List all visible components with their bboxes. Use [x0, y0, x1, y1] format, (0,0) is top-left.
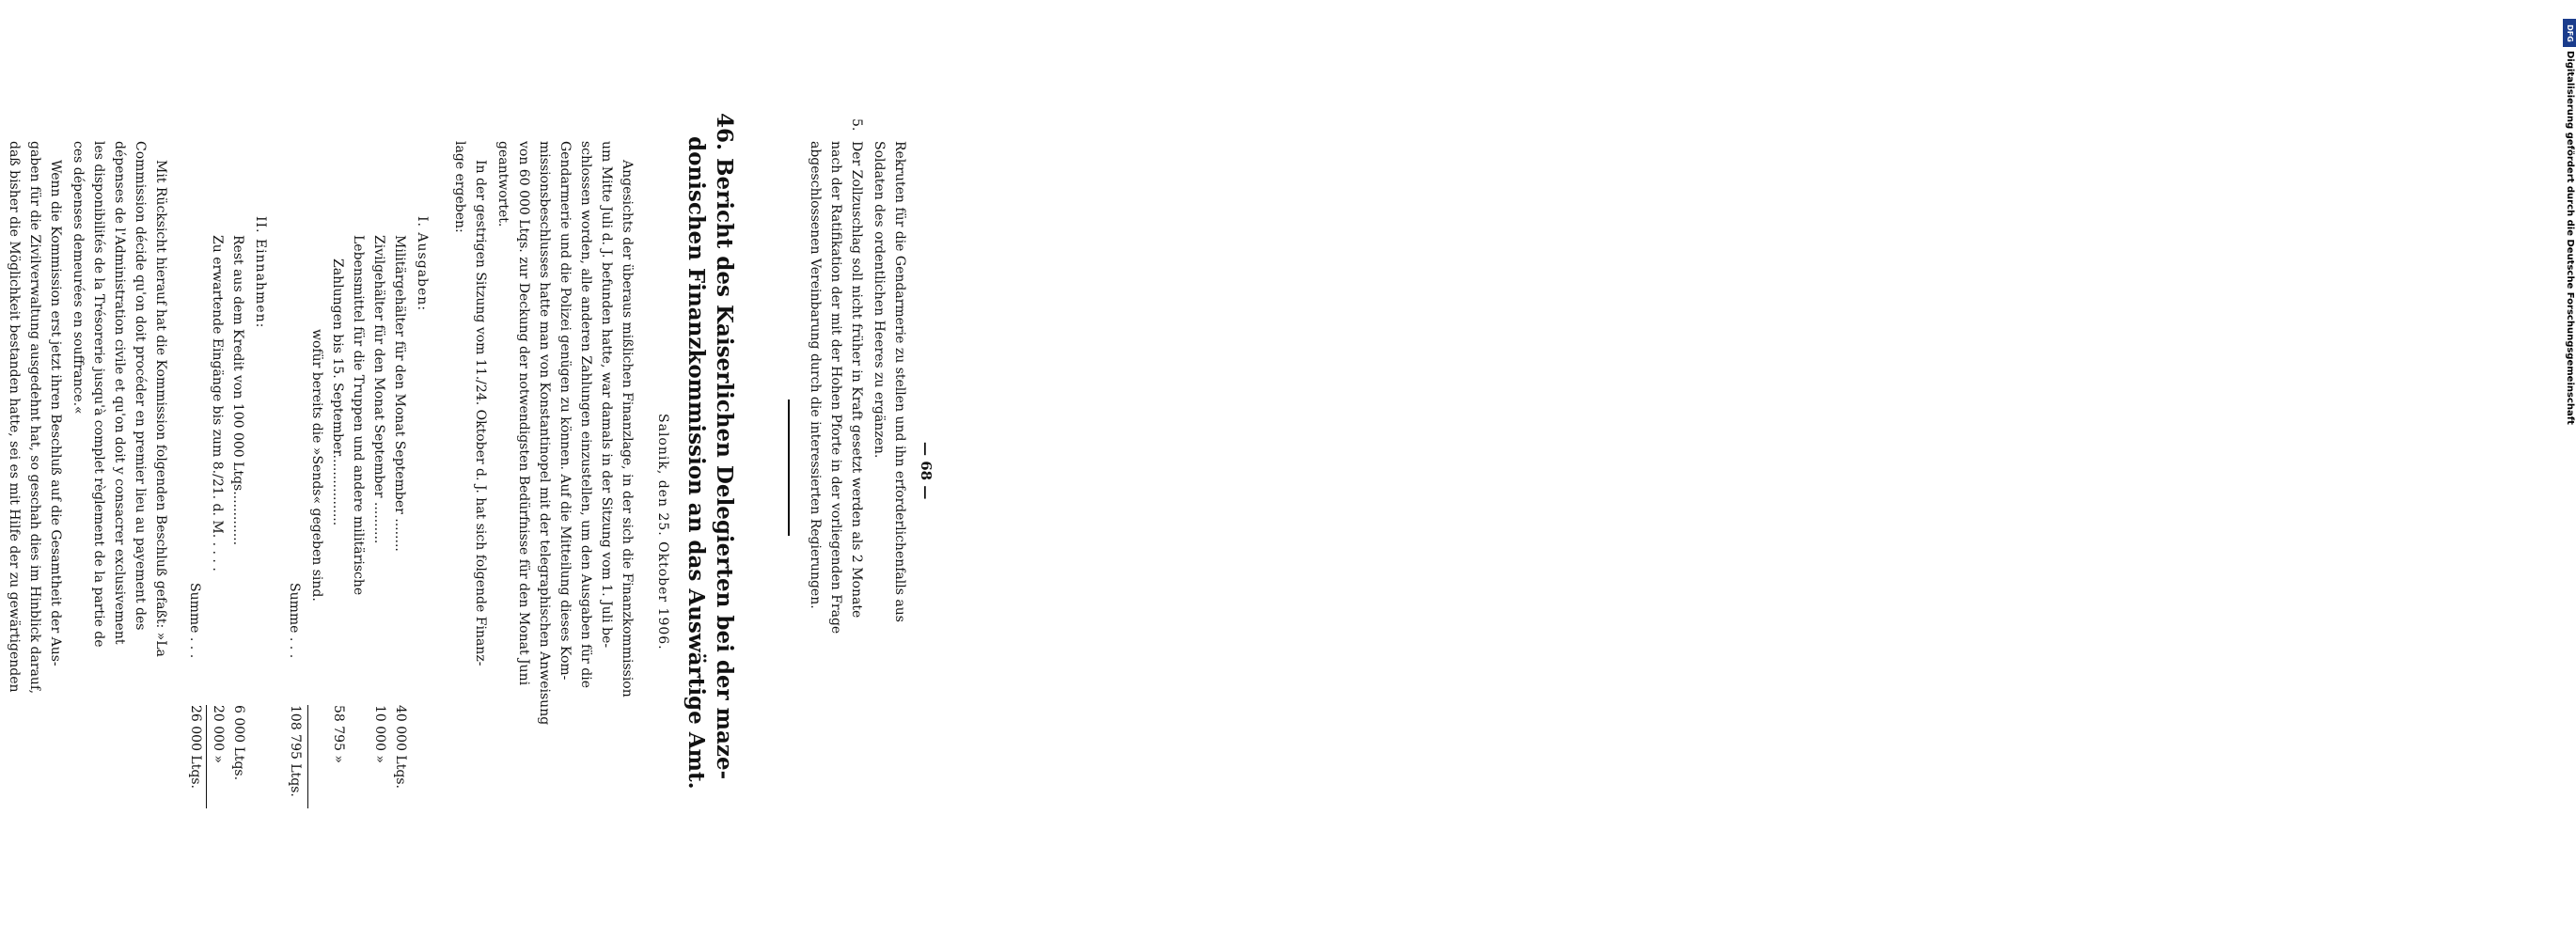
- digitization-credit: Digitalisierung gefördert durch die Deutsche Forschungsgemeinschaft: [2565, 51, 2575, 425]
- para1-line-4: Gendarmerie und die Polizei genügen zu können. Auf die Mitteilung dieses Kom-: [558, 141, 573, 681]
- dfg-logo: DFG: [2563, 19, 2576, 47]
- income-total-label: Summe . . .: [187, 583, 202, 659]
- income-label-1: Rest aus dem Kredit von 100 000 Ltqs.............: [230, 235, 245, 546]
- income-amount-2: 20 000 »: [211, 705, 226, 764]
- income-total-rule: [206, 705, 207, 808]
- para1-line-2: um Mitte Juli d. J. befunden hatte, war damals in der Sitzung vom 1. Juli be-: [599, 141, 614, 649]
- rotated-page: [7, 113, 946, 797]
- para4-line-3: daß bisher die Möglichkeit bestanden hatte, sei es mit Hilfe der zu gewärtigenden: [7, 141, 22, 693]
- para3-line-1: Mit Rücksicht hierauf hat die Kommission folgenden Beschluß gefaßt: »La: [153, 160, 168, 657]
- dateline: Salonik, den 25. Oktober 1906.: [655, 414, 670, 650]
- expenses-heading: I. Ausgaben:: [415, 216, 430, 312]
- para4-line-4: [0, 141, 2, 704]
- expense-label-4: Zahlungen bis 15. September.................: [330, 258, 345, 526]
- para2-line-1: In der gestrigen Sitzung vom 11./24. Oktober d. J. hat sich folgende Finanz-: [473, 160, 488, 666]
- top-line-2: Soldaten des ordentlichen Heeres zu ergänzen.: [872, 141, 887, 459]
- expense-label-1: Militärgehälter für den Monat September ........: [392, 235, 407, 552]
- para3-line-3: dépenses de l'Administration civile et qu'on doit y consacrer exclusivement: [112, 141, 127, 645]
- income-amount-1: 6 000 Ltqs.: [231, 705, 246, 781]
- income-label-2: Zu erwartende Eingänge bis zum 8./21. d. M. . . . .: [210, 235, 225, 572]
- expense-label-5: wofür bereits die »Sends« gegeben sind.: [309, 329, 324, 602]
- para4-line-1: Wenn die Kommission erst jetzt ihren Beschluß auf die Gesamtheit der Aus-: [48, 160, 63, 666]
- expense-label-2: Zivilgehälter für den Monat September ..........: [371, 235, 386, 544]
- digitization-sidebar: [1279, 9, 2575, 912]
- section-divider: [788, 400, 790, 536]
- expenses-total-rule: [307, 705, 308, 808]
- para4-line-2: gaben für die Zivilverwaltung ausgedehnt hat, so geschah dies im Hinblick darauf,: [27, 141, 42, 695]
- document-heading-line-1: 46. Bericht des Kaiserlichen Delegierten bei der maze-: [712, 113, 737, 780]
- expenses-total: 108 795 Ltqs.: [288, 705, 303, 797]
- item-5-number: 5.: [849, 118, 864, 132]
- para1-line-6: von 60 000 Ltqs. zur Deckung der notwendigsten Bedürfnisse für den Monat Juni: [516, 141, 531, 686]
- para2-line-2: lage ergeben:: [452, 141, 467, 233]
- para3-line-2: Commission décide qu'on doit procéder en premier lieu au payement des: [133, 141, 148, 631]
- top-line-4: nach der Ratifikation der mit der Hohen Pforte in der vorliegenden Frage: [828, 141, 843, 634]
- para1-line-5: missionsbeschlusses hatte man von Konstantinopel mit der telegraphischen Anweisung: [537, 141, 552, 726]
- page-number: — 68 —: [918, 442, 935, 500]
- document-heading-line-2: donischen Finanzkommission an das Auswärtige Amt.: [683, 136, 709, 790]
- para1-line-3: schlossen worden, alle anderen Zahlungen einzustellen, um den Ausgaben für die: [578, 141, 593, 689]
- top-line-3: Der Zollzuschlag soll nicht früher in Kraft gesetzt werden als 2 Monate: [849, 141, 864, 619]
- para3-line-4: les disponibilités de la Trésorerie jusqu'à complet règlement de la partie de: [91, 141, 106, 648]
- top-line-5: abgeschlossenen Vereinbarung durch die interessierten Regierungen.: [808, 141, 823, 609]
- income-total: 26 000 Ltqs.: [188, 705, 203, 789]
- expense-amount-1: 40 000 Ltqs.: [393, 705, 408, 789]
- top-line-1: Rekruten für die Gendarmerie zu stellen und ihn erforderlichenfalls aus: [892, 141, 907, 622]
- para1-line-7: geantwortet.: [495, 141, 510, 227]
- para3-line-5: ces dépenses demeurées en souffrance.«: [71, 141, 86, 415]
- expense-amount-4: 58 795 »: [331, 705, 346, 764]
- expenses-total-label: Summe . . .: [287, 583, 302, 659]
- para1-line-1: Angesichts der überaus mißlichen Finanzlage, in der sich die Finanzkommission: [620, 160, 635, 697]
- expense-amount-2: 10 000 »: [372, 705, 387, 764]
- income-heading: II. Einnahmen:: [253, 216, 268, 329]
- expense-label-3: Lebensmittel für die Truppen und andere militärische: [351, 235, 366, 596]
